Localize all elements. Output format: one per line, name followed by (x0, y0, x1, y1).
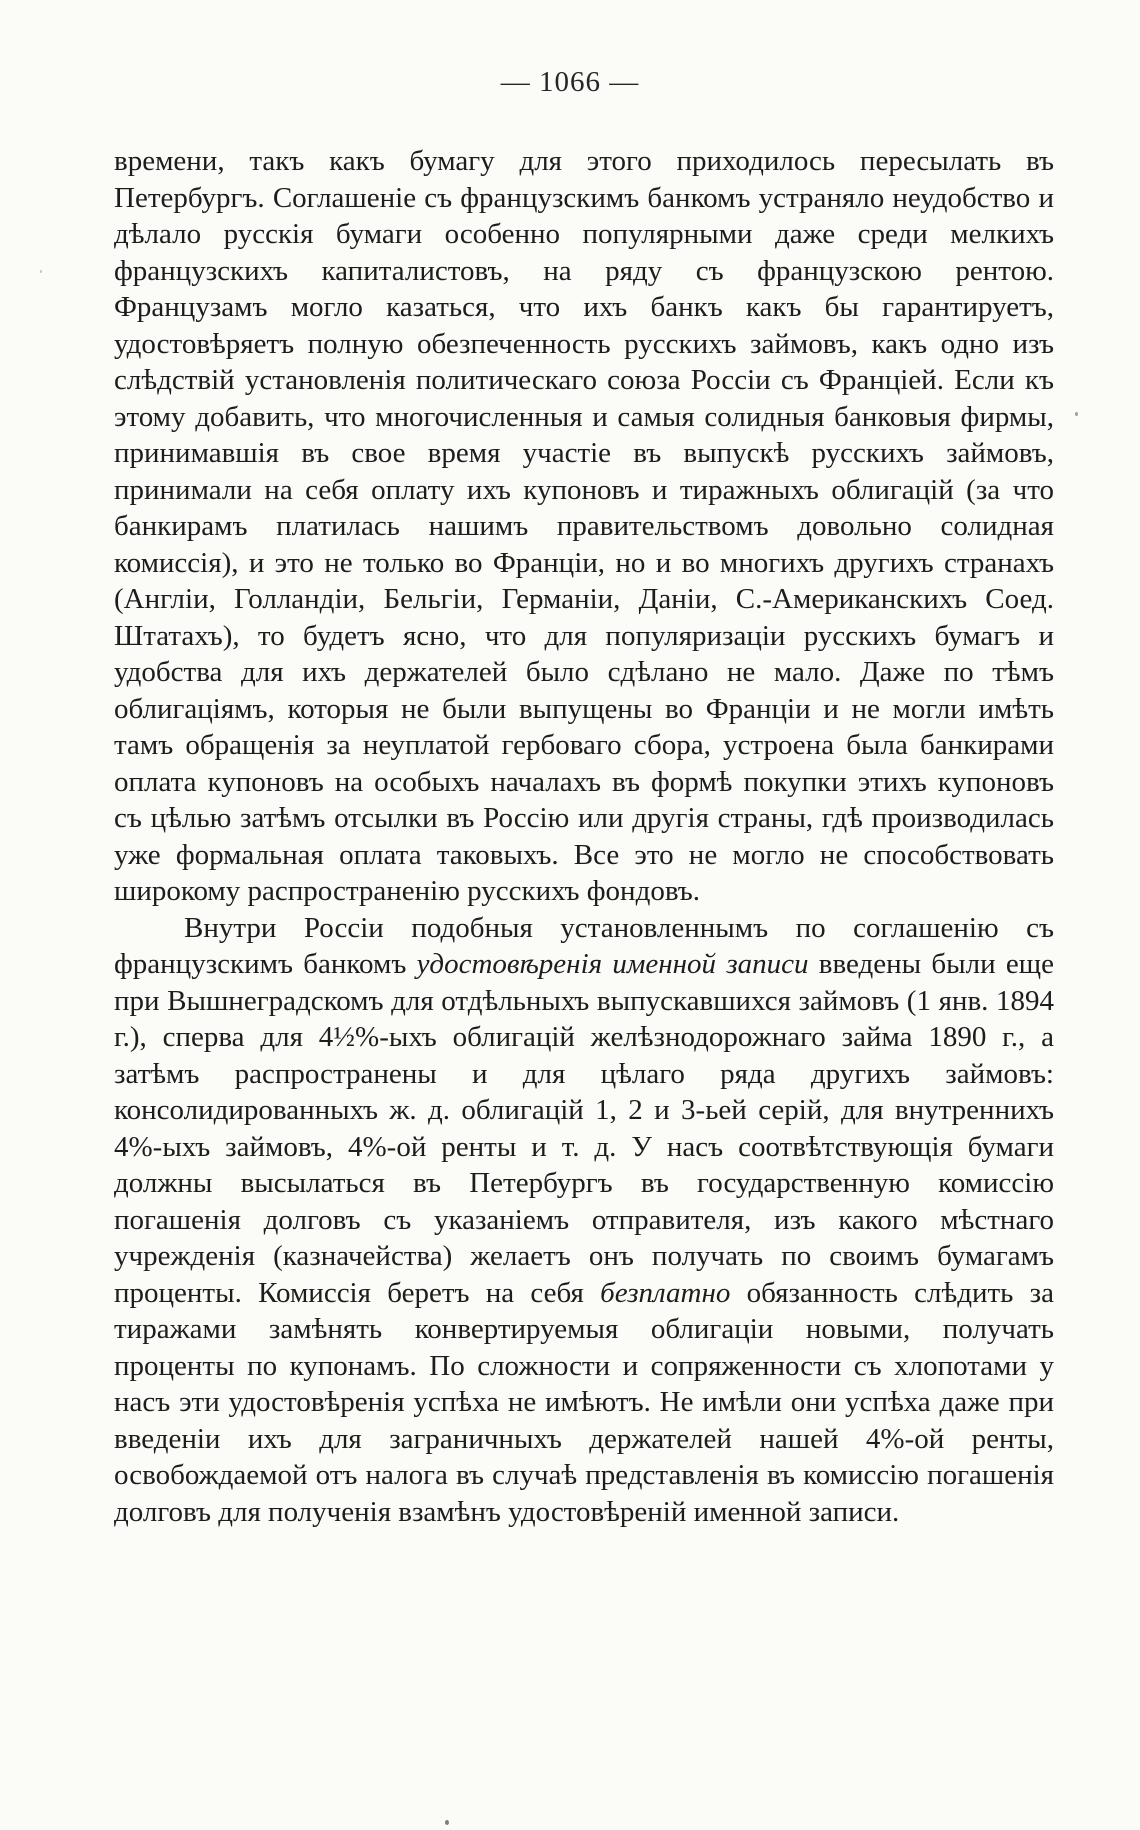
paragraph-2-part-1: Внутри Россіи подобныя установленнымъ по соглашенію съ французскимъ банкомъ (114, 911, 1054, 980)
page-number: — 1066 — (500, 66, 640, 98)
scan-speck (445, 1820, 449, 1825)
body-text (114, 143, 1054, 1530)
scan-speck (40, 270, 42, 273)
paragraph-2-part-2: введены были еще при Вышнеградскомъ для отдѣльныхъ выпускавшихся займовъ (1 янв. 1894 г.), сперва для 4½%-ыхъ облигацій желѣзнодорожнаго займа 1890 г., а затѣмъ распространены и для цѣлаго ряда другихъ займовъ: консолидированныхъ ж. д. облигацій 1, 2 и 3-ьей серій, для внутреннихъ 4%-ыхъ займовъ, 4%-ой ренты и т. д. У насъ соотвѣтствующія бумаги должны высылаться въ Петербургъ въ государственную комиссію погашенія долговъ съ указаніемъ отправителя, изъ какого мѣстнаго учрежденія (казначейства) желаетъ онъ получать по своимъ бумагамъ проценты. Комиссія беретъ на себя (114, 948, 1054, 1309)
scan-speck (1075, 412, 1078, 416)
paragraph-2-part-3: обязанность слѣдить за тиражами замѣнять конвертируемыя облигаціи новыми, получать проценты по купонамъ. По сложности и сопряженности съ хлопотами у насъ эти удостовѣренія успѣха не имѣютъ. Не имѣли они успѣха даже при введеніи ихъ для заграничныхъ держателей нашей 4%-ой ренты, освобождаемой отъ налога въ случаѣ представленія въ комиссію погашенія долговъ для полученія взамѣнъ удостовѣреній именной записи. (114, 1276, 1055, 1528)
paragraph-2 (114, 910, 1054, 1531)
paragraph-1: времени, такъ какъ бумагу для этого приходилось пересылать въ Петербургъ. Соглашеніе съ французскимъ банкомъ устраняло неудобство и дѣлало русскія бумаги особенно популярными даже среди мелкихъ французскихъ капиталистовъ, на ряду съ французскою рентою. Французамъ могло казаться, что ихъ банкъ какъ бы гарантируетъ, удостовѣряетъ полную обезпеченность русскихъ займовъ, какъ одно изъ слѣдствій установленія политическаго союза Россіи съ Франціей. Если къ этому добавить, что многочисленныя и самыя солидныя банковыя фирмы, принимавшія въ свое время участіе въ выпускѣ русскихъ займовъ, принимали на себя оплату ихъ купоновъ и тиражныхъ облигацій (за что банкирамъ платилась нашимъ правительствомъ довольно солидная комиссія), и это не только во Франціи, но и во многихъ другихъ странахъ (Англіи, Голландіи, Бельгіи, Германіи, Даніи, С.-Американскихъ Соед. Штатахъ), то будетъ ясно, что для популяризаціи русскихъ бумагъ и удобства для ихъ держателей было сдѣлано не мало. Даже по тѣмъ облигаціямъ, которыя не были выпущены во Франціи и не могли имѣть тамъ обращенія за неуплатой гербоваго сбора, устроена была банкирами оплата купоновъ на особыхъ началахъ въ формѣ покупки этихъ купоновъ съ цѣлью затѣмъ отсылки въ Россію или другія страны, гдѣ производилась уже формальная оплата таковыхъ. Все это не могло не способствовать широкому распространенію русскихъ фондовъ. (114, 145, 1054, 907)
italic-term-free: безплатно (600, 1276, 731, 1309)
italic-term-name-record: удостовѣренія именной записи (416, 948, 809, 980)
